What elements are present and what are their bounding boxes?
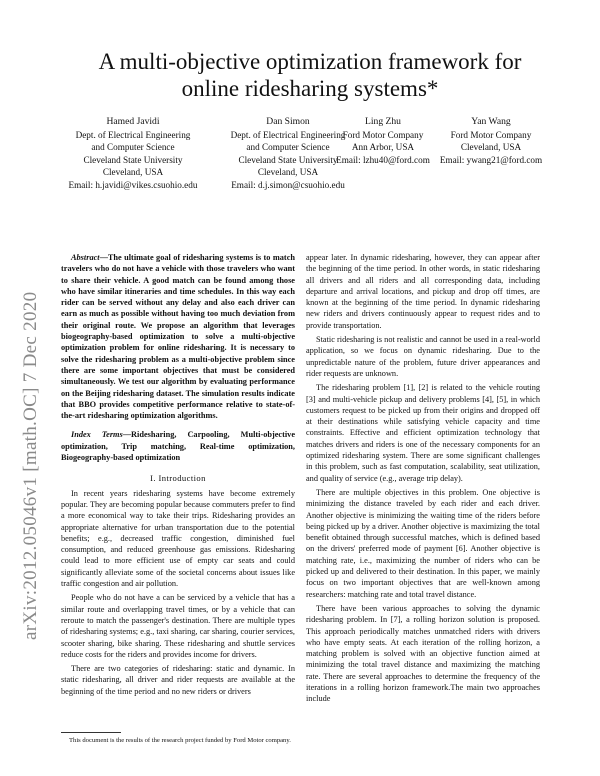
author-location: Cleveland, USA [460,142,522,153]
right-column [306,252,540,705]
author-affiliation: Dept. of Electrical Engineering [75,129,191,140]
author-location: Cleveland, USA [257,167,319,178]
body-paragraph: The ridesharing problem [1], [2] is related to the vehicle routing [3] and multi-vehicle pickup and delivery problems [4], [5], in which customers request to be picked up from their origins and dropped off at their destinations while satisfying vehicle capacity and time constraints. Effective and efficient optimization technology that matches drivers and riders is one of the necessary components for an optimized ridesharing system. There are some significant challenges in this problem, such as fast computation, scalability, seat utilization, and quality of service (e.g., average trip delay). [306,383,540,483]
abstract [61,252,295,421]
author-email: Email: h.javidi@vikes.csuohio.edu [68,179,198,190]
author-email: Email: ywang21@ford.com [439,154,543,165]
author-block-1 [58,116,208,192]
author-name: Yan Wang [471,116,511,127]
author-email: Email: d.j.simon@csuohio.edu [231,179,345,190]
title-line-2: online ridesharing systems* [181,76,439,101]
body-paragraph: People who do not have a can be serviced by a vehicle that has a similar route and overlapping travel times, or by a vehicle that can reroute to match the passenger's destination. There are multiple types of ridesharing systems; e.g., taxi sharing, car sharing, courier services, scooter sharing, bike sharing. These ridesharing and shuttle services reduce costs for the riders and provides income for drivers. [61,593,295,659]
body-paragraph: There are two categories of ridesharing: static and dynamic. In static ridesharing, all driver and rider requests are available at the beginning of the time period and no new riders or drivers [61,664,295,696]
author-location: Cleveland, USA [102,167,164,178]
author-affiliation: and Computer Science [91,142,175,153]
author-name: Hamed Javidi [106,116,160,127]
body-paragraph: In recent years ridesharing systems have become extremely popular. They are becoming popular because commuters prefer to find a more economical way to take their trips. Ridesharing provides an appropriate alternative for urban transportation due to the potential benefits; e.g., decreased traffic congestion, diminished fuel consumption, and reduced greenhouse gas emissions. Ridesharing could lead to more efficient use of empty car seats and could significantly alleviate some of the societal concerns about issues like traffic congestion and air pollution. [61,488,295,589]
index-terms-label: Index Terms [71,430,123,440]
index-terms [61,429,295,463]
abstract-text: —The ultimate goal of ridesharing systems is to match travelers who do not have a vehicle with those travelers who want to share their vehicle. A good match can be found among those who have similar itineraries and time schedules. In this way each rider can be served without any delay and also each driver can earn as much as possible without having too much deviation from their original route. We propose an algorithm that leverages biogeography-based optimization to solve a multi-objective optimization problem for online ridesharing. It is necessary to solve the ridesharing problem as a multi-objective problem since there are some important objectives that must be considered simultaneously. We test our algorithm by evaluating performance on the Beijing ridesharing dataset. The simulation results indicate that BBO provides competitive performance relative to state-of-the-art ridesharing optimization algorithms. [61,253,295,421]
author-block-4 [436,116,546,166]
index-terms-text: —Ridesharing, Carpooling, Multi-objective optimization, Trip matching, Real-time optimization, Biogeography-based optimization [61,430,295,463]
body-paragraph: There have been various approaches to solving the dynamic ridesharing problem. In [7], a rolling horizon solution is proposed. This approach periodically matches unmatched riders with drivers who have empty seats. At each iteration of the rolling horizon, a matching problem is solved with an objective function aimed at minimizing the total travel distance and maximizing the matching rate. There are several approaches to determine the frequency of the iterations in a rolling horizon framework.The main two approaches include [306,603,540,704]
body-paragraph: appear later. In dynamic ridesharing, however, they can appear after the beginning of the time period. In other words, in static ridesharing all drivers and all riders and all corresponding data, including departure and arrival locations, and pickup and drop off times, are known at the beginning of the time period. In dynamic ridesharing new riders and drivers continuously appear to request rides and to provide transportation. [306,253,540,330]
footnote-divider [61,732,121,733]
author-email: Email: lzhu40@ford.com [336,154,430,165]
author-affiliation: Cleveland State University [238,154,338,165]
author-affiliation: Ford Motor Company [342,129,424,140]
title-line-1: A multi-objective optimization framework for [98,49,522,74]
author-affiliation: Cleveland State University [83,154,183,165]
abstract-label: Abstract [71,253,100,262]
author-affiliation: Dept. of Electrical Engineering [230,129,346,140]
body-paragraph: Static ridesharing is not realistic and cannot be used in a real-world application, so we focus on dynamic ridesharing. Due to the unpredictable nature of the problem, future driver appearances and rider requests are unknown. [306,335,540,378]
author-location: Ann Arbor, USA [351,142,415,153]
author-affiliation: and Computer Science [246,142,330,153]
footnote: This document is the results of the research project funded by Ford Motor company. [69,737,291,744]
section-heading: I. Introduction [150,473,206,484]
author-name: Ling Zhu [365,116,401,127]
author-block-3 [328,116,438,166]
paper-title [60,48,560,102]
author-name: Dan Simon [266,116,310,127]
left-column [61,252,295,697]
arxiv-stamp: arXiv:2012.05046v1 [math.OC] 7 Dec 2020 [20,291,41,640]
author-affiliation: Ford Motor Company [450,129,532,140]
body-paragraph: There are multiple objectives in this problem. One objective is minimizing the distance traveled by each rider and each driver. Another objective is minimizing the waiting time of the riders before being picked up by a driver. Another objective is maximizing the total benefit obtained through successful matches, which is defined based on the drivers' preferred mode of payment [6]. Another objective is matching rate, i.e., maximizing the number of riders who can be picked up and delivered to their destination. In this paper, we mainly focus on two important objectives that are well-known among researchers: matching rate and total travel distance. [306,487,540,599]
